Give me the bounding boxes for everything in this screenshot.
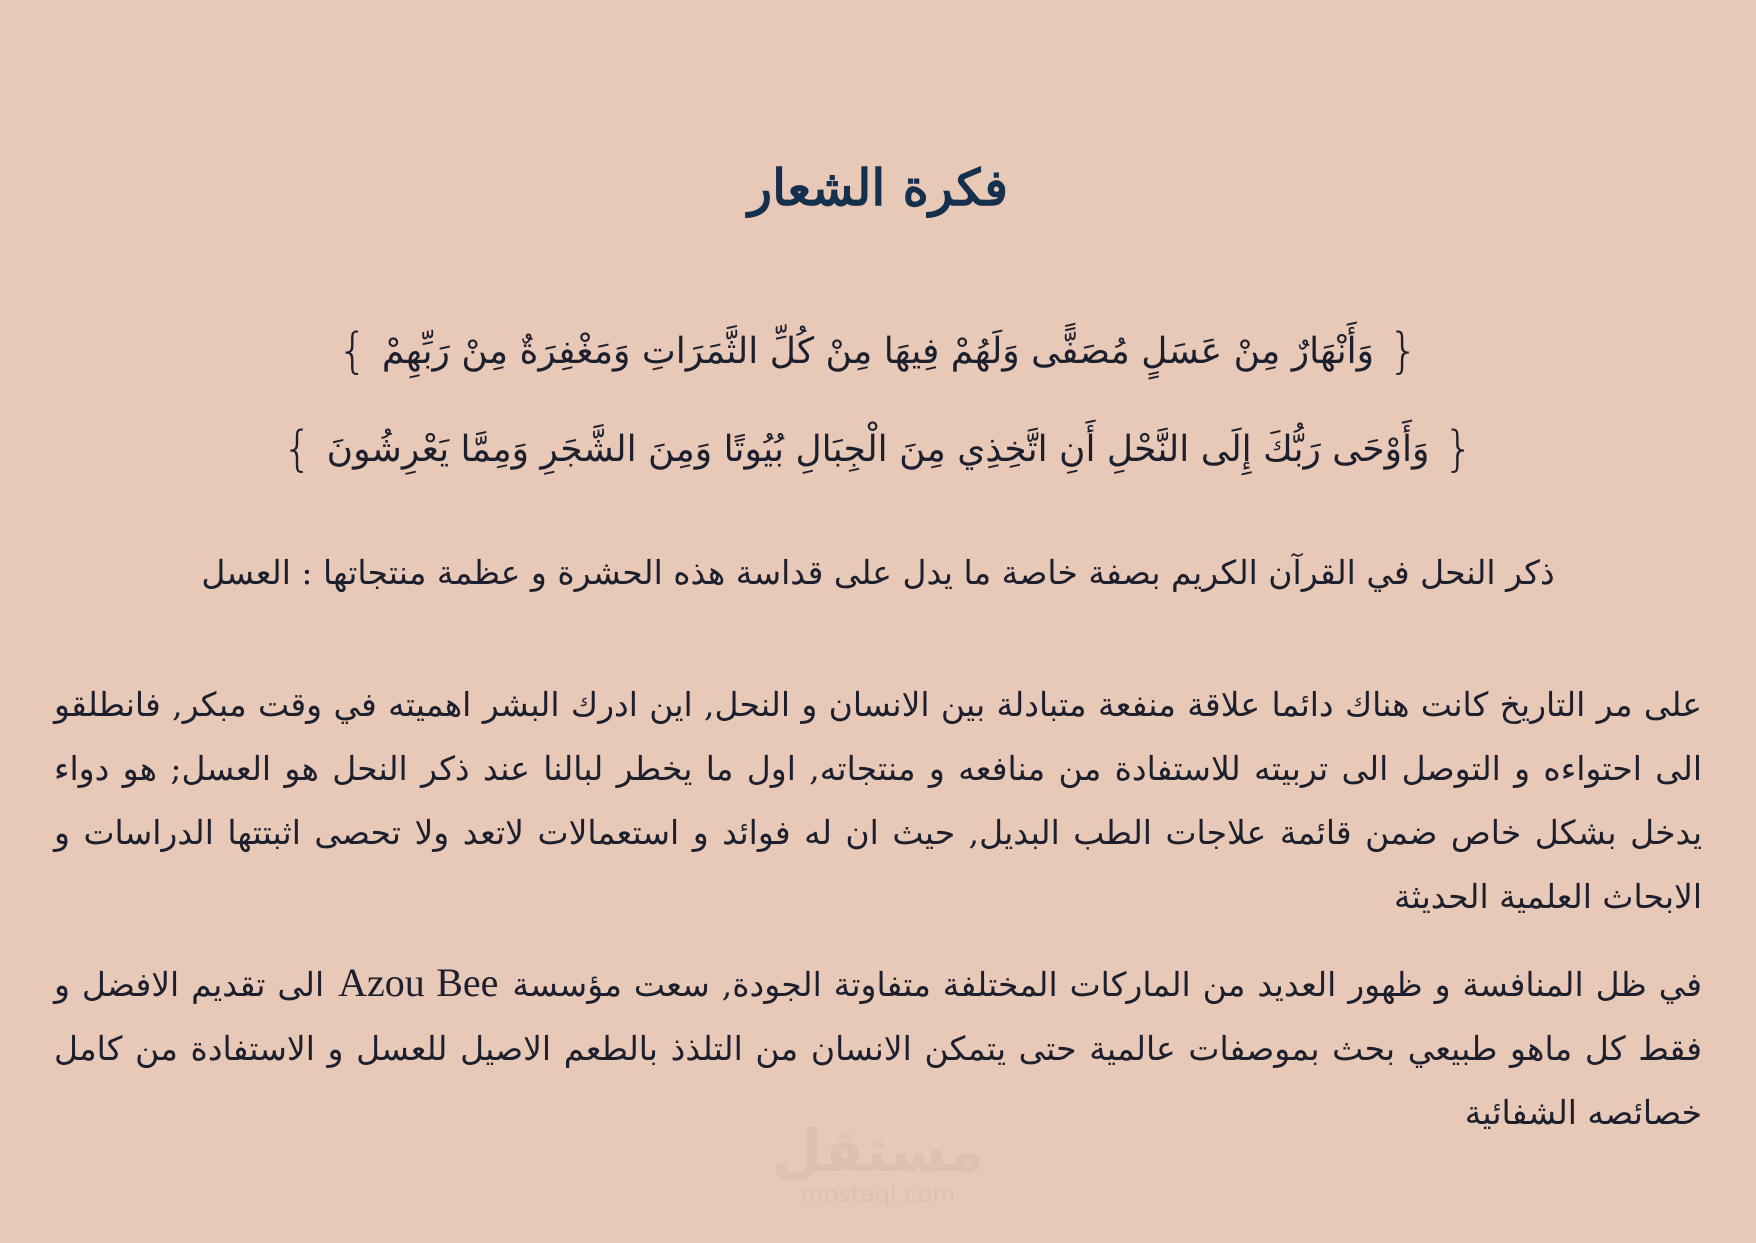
brand-name: Azou Bee — [338, 960, 499, 1005]
verse-close-brace: } — [282, 421, 313, 477]
paragraph-brand-before: في ظل المنافسة و ظهور العديد من الماركات المختلفة متفاوتة الجودة, سعت مؤسسة — [512, 965, 1703, 1004]
watermark-url: mostaql.com — [800, 1180, 956, 1208]
quran-verse-1 — [0, 320, 1756, 382]
paragraph-brand — [54, 951, 1702, 1145]
verse-open-brace: { — [1443, 421, 1474, 477]
verse-close-brace: } — [337, 323, 368, 379]
verse-2-text: وَأَوْحَى رَبُّكَ إِلَى النَّحْلِ أَنِ اتَّخِذِي مِنَ الْجِبَالِ بُيُوتًا وَمِنَ الشَّجَرِ وَمِمَّا يَعْرِشُونَ — [326, 429, 1430, 470]
verse-1-text: وَأَنْهَارٌ مِنْ عَسَلٍ مُصَفًّى وَلَهُمْ فِيهَا مِنْ كُلِّ الثَّمَرَاتِ وَمَغْفِرَةٌ مِنْ رَبِّهِمْ — [381, 331, 1375, 372]
watermark-logo-text: مستقل — [771, 1117, 985, 1185]
paragraph-brand-after: الى تقديم الافضل و فقط كل ماهو طبيعي بحث بموصفات عالمية حتى يتمكن الانسان من التلذذ بالطعم الاصيل للعسل و الاستفادة من كامل خصائصه الشفائية — [54, 965, 1702, 1132]
intro-line: ذكر النحل في القرآن الكريم بصفة خاصة ما يدل على قداسة هذه الحشرة و عظمة منتجاتها : العسل — [201, 553, 1555, 592]
paragraph-history: على مر التاريخ كانت هناك دائما علاقة منفعة متبادلة بين الانسان و النحل, اين ادرك البشر اهميته في وقت مبكر, فانطلقو الى احتواءه و التوصل الى تربيته للاستفادة من منافعه و منتجاته, اول ما يخطر لبالنا عند ذكر النحل هو العسل; هو دواء يدخل بشكل خاص ضمن قائمة علاجات الطب البديل, حيث ان له فوائد و استعمالات لاتعد ولا تحصى اثبتتها الدراسات و الابحاث العلمية الحديثة — [54, 685, 1702, 916]
mostaql-watermark — [770, 1117, 986, 1208]
quran-verse-2 — [0, 418, 1756, 480]
verse-open-brace: { — [1388, 323, 1419, 379]
page-title: فكرة الشعار — [748, 158, 1008, 217]
